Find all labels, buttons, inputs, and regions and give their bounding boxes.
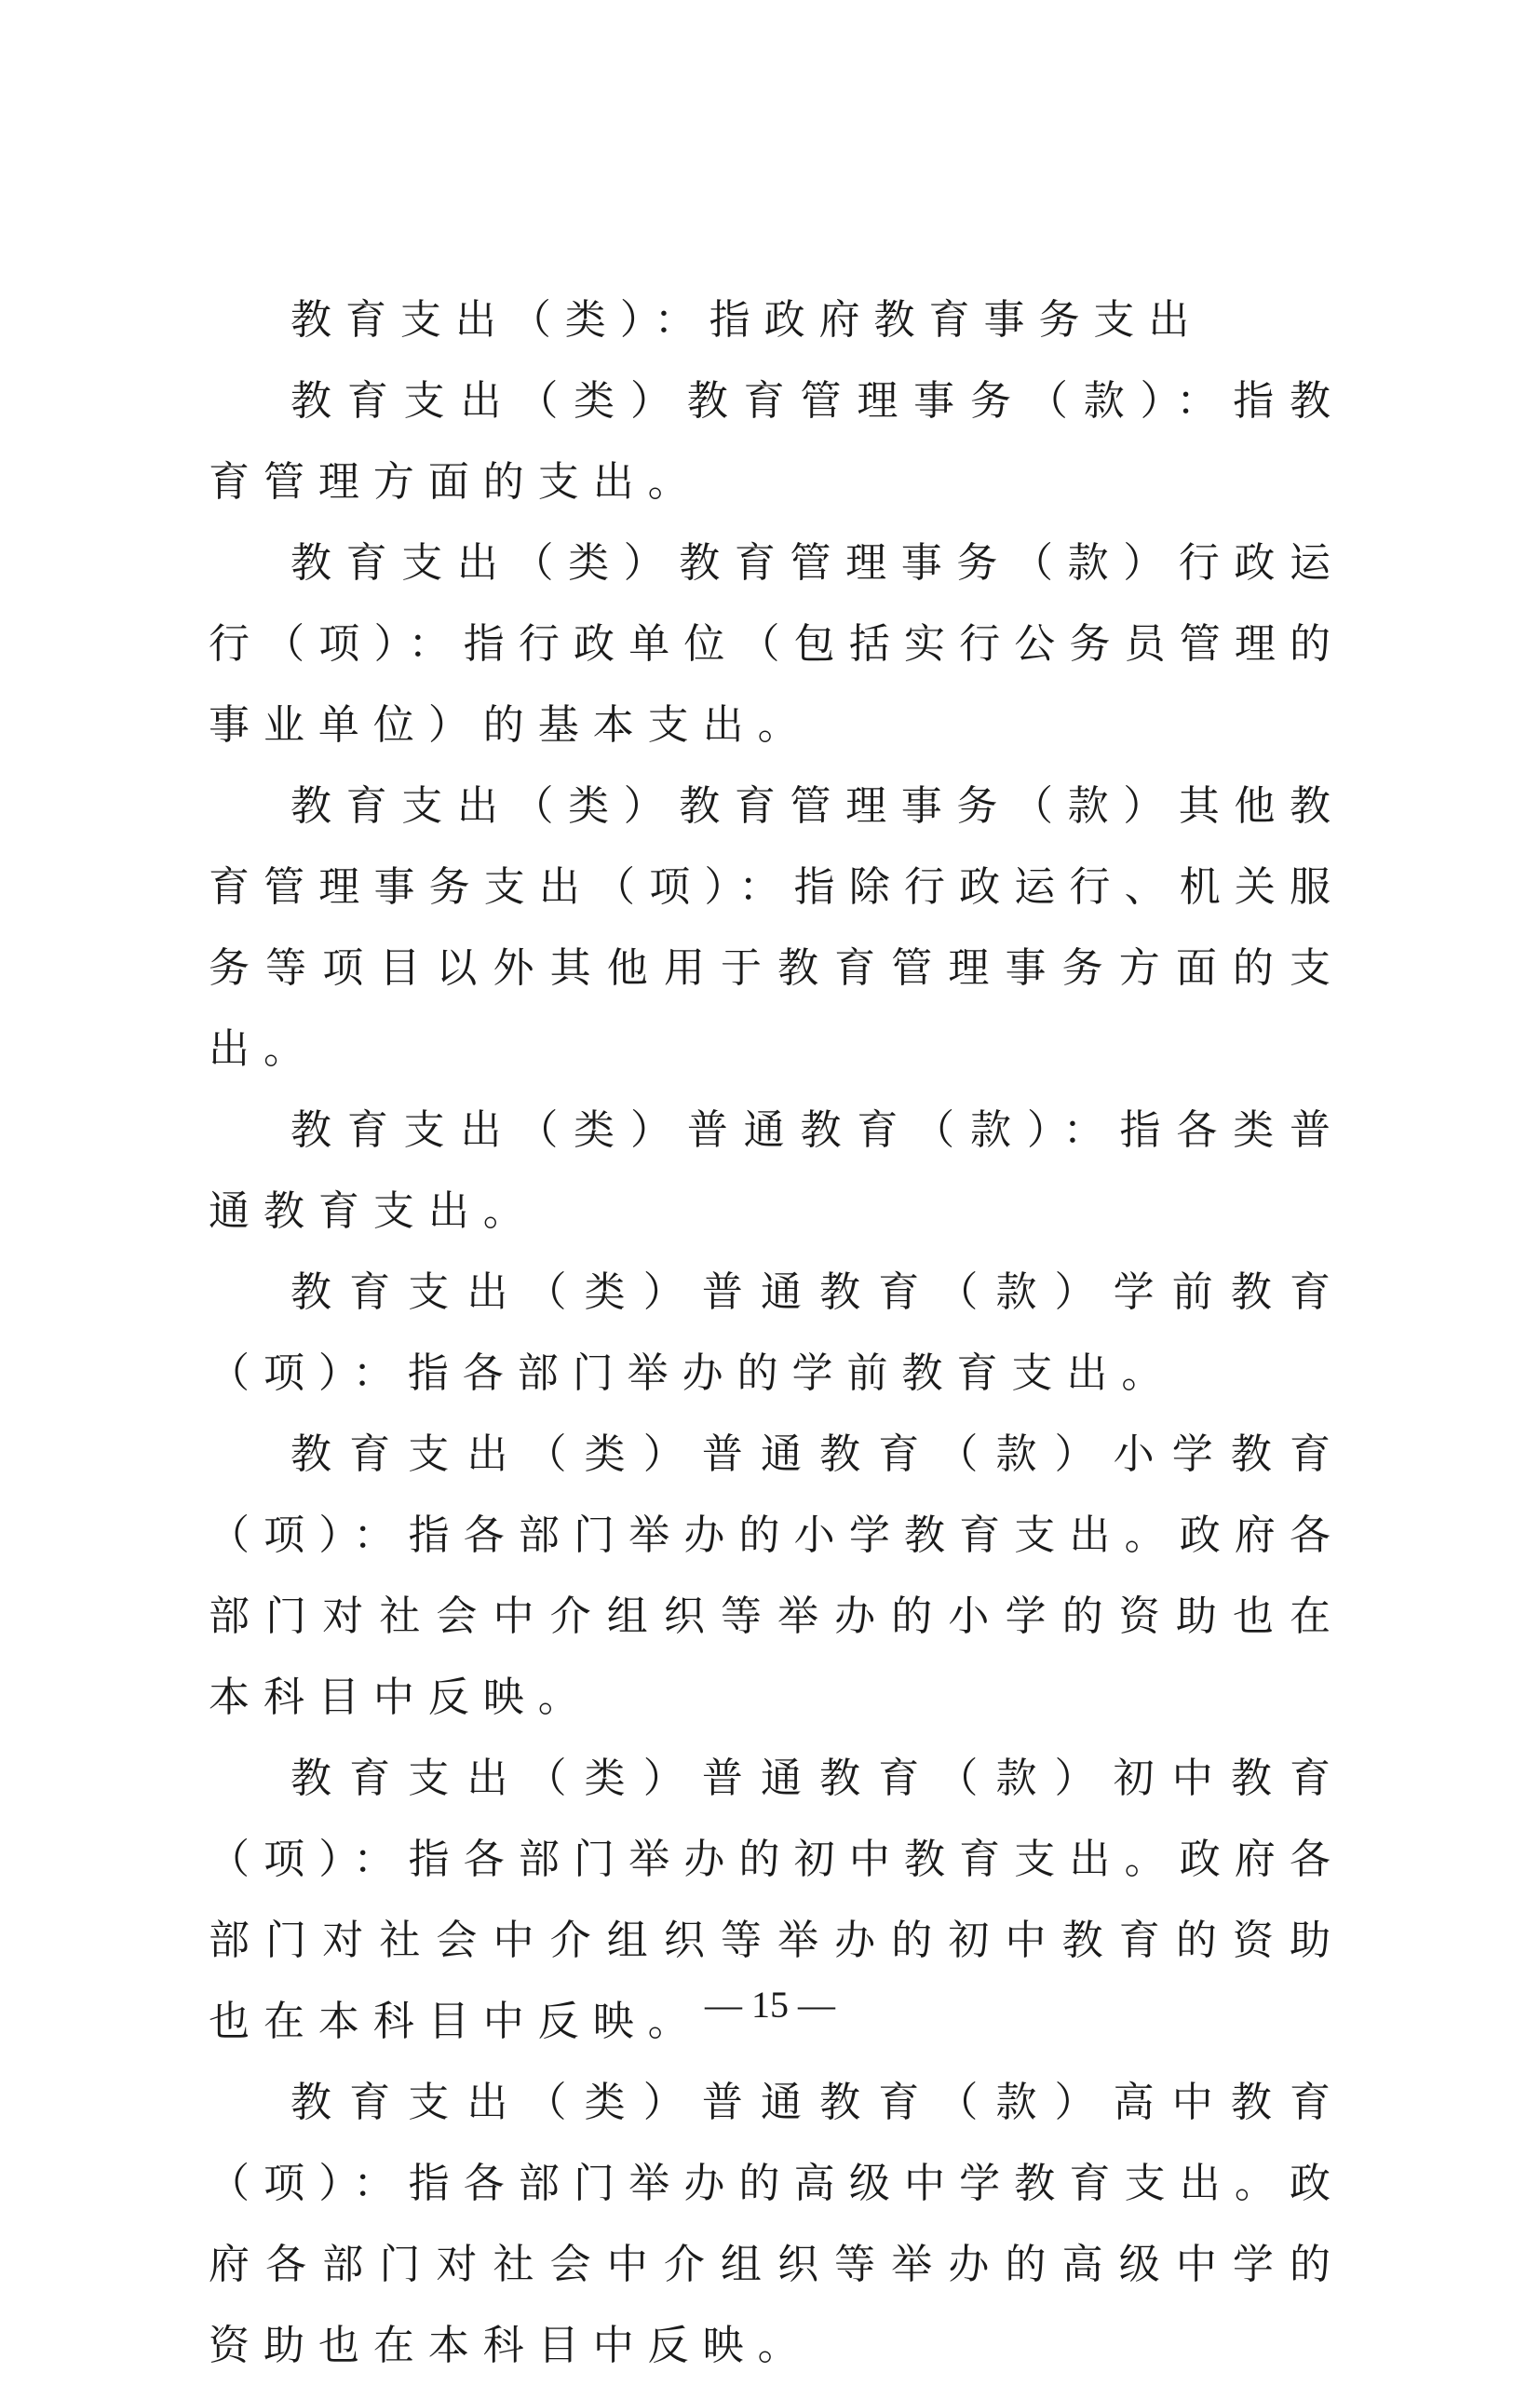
document-body <box>209 279 1344 2386</box>
paragraph-general-education: 教育支出（类）普通教育（款）：指各类普通教育支出。 <box>209 1106 1344 1235</box>
paragraph-primary-education: 教育支出（类）普通教育（款）小学教育（项）：指各部门举办的小学教育支出。政府各部门对社会中介组织等举办的小学的资助也在本科目中反映。 <box>209 1430 1344 1721</box>
paragraph-other-management: 教育支出（类）教育管理事务（款）其他教育管理事务支出（项）：指除行政运行、机关服务等项目以外其他用于教育管理事务方面的支出。 <box>209 782 1344 1073</box>
paragraph-junior-middle-education: 教育支出（类）普通教育（款）初中教育（项）：指各部门举办的初中教育支出。政府各部门对社会中介组织等举办的初中教育的资助也在本科目中反映。 <box>209 1755 1344 2045</box>
paragraph-administrative-operation: 教育支出（类）教育管理事务（款）行政运行（项）：指行政单位（包括实行公务员管理的事业单位）的基本支出。 <box>209 539 1344 749</box>
paragraph-senior-high-education: 教育支出（类）普通教育（款）高中教育（项）：指各部门举办的高级中学教育支出。政府各部门对社会中介组织等举办的高级中学的资助也在本科目中反映。 <box>209 2079 1344 2369</box>
paragraph-preschool-education: 教育支出（类）普通教育（款）学前教育（项）：指各部门举办的学前教育支出。 <box>209 1268 1344 1397</box>
paragraph-education-management: 教育支出（类）教育管理事务（款）：指教育管理方面的支出。 <box>209 377 1344 506</box>
page-number: — 15 — <box>705 1984 835 2026</box>
paragraph-education-expenditure: 教育支出（类）：指政府教育事务支出 <box>290 296 1204 344</box>
